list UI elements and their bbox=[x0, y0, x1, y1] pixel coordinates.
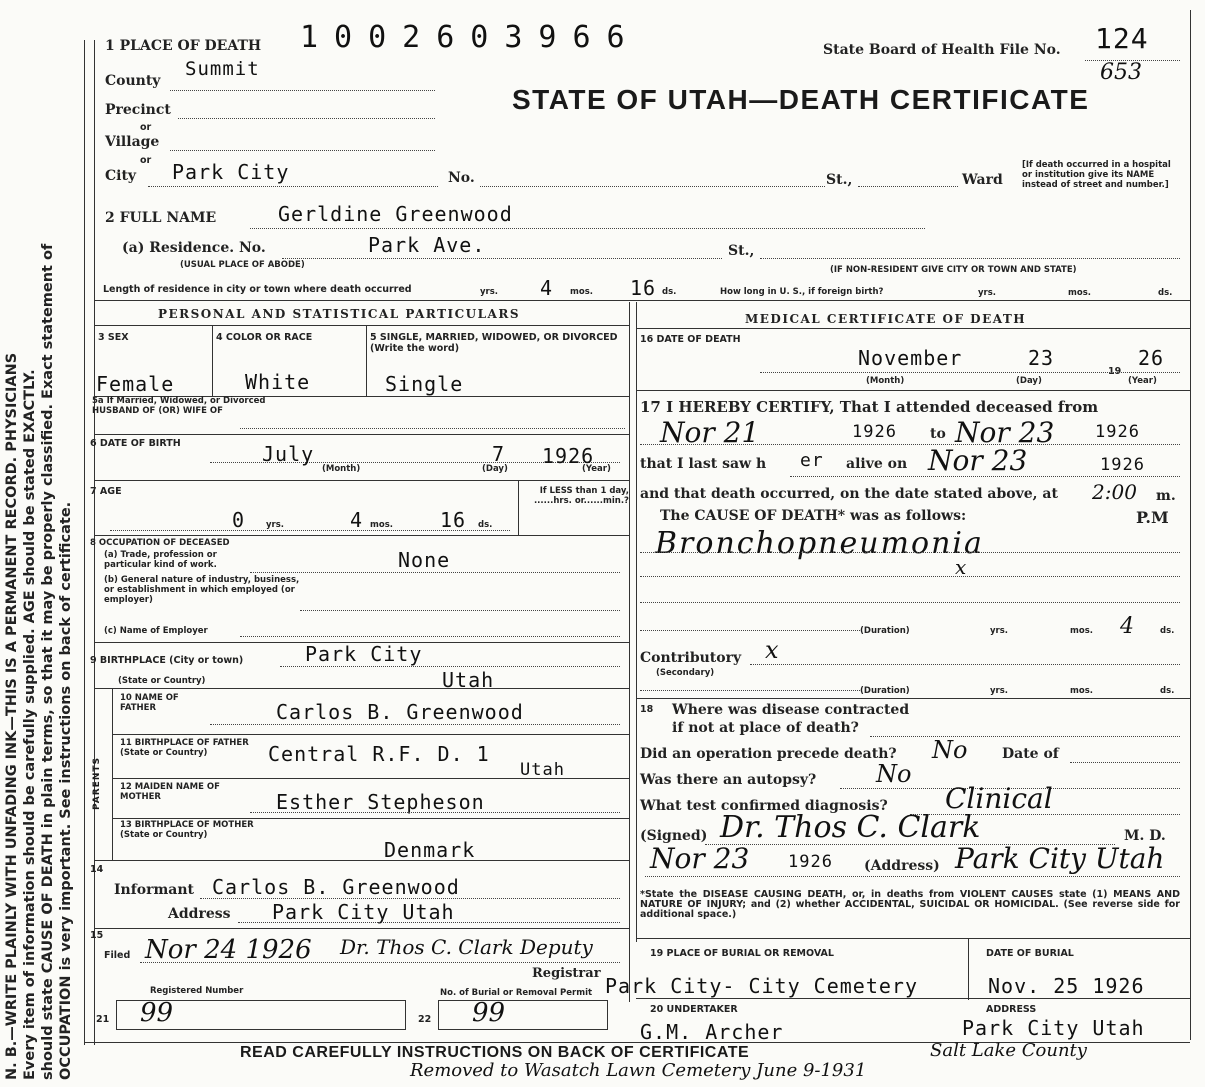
registrar-label: Registrar bbox=[532, 966, 601, 981]
precinct-label: Precinct bbox=[105, 102, 171, 118]
marital-value: Single bbox=[385, 372, 464, 396]
burial-date-label: DATE OF BURIAL bbox=[986, 948, 1074, 959]
residence-label: (a) Residence. No. bbox=[122, 240, 266, 256]
death-year-prefix: 19 bbox=[1108, 366, 1122, 377]
cause-footnote: *State the DISEASE CAUSING DEATH, or, in deaths from VIOLENT CAUSES state (1) MEANS AND NATURE OF INJURY; and (2) whether ACCIDENTAL, SUICIDAL OR HOMICIDAL. (See reverse side for additional space.) bbox=[640, 889, 1180, 920]
test-value: Clinical bbox=[945, 782, 1053, 815]
date-of-death-label: 16 DATE OF DEATH bbox=[640, 334, 741, 345]
undertaker-address: Park City Utah bbox=[962, 1016, 1145, 1040]
instructions-footer: READ CAREFULLY INSTRUCTIONS ON BACK OF CERTIFICATE bbox=[240, 1044, 750, 1061]
usual-place-label: (USUAL PLACE OF ABODE) bbox=[180, 260, 305, 270]
burial-date: Nov. 25 1926 bbox=[988, 974, 1145, 998]
death-month-caption: (Month) bbox=[866, 376, 905, 386]
sex-value: Female bbox=[96, 372, 175, 396]
personal-section-title: PERSONAL AND STATISTICAL PARTICULARS bbox=[158, 307, 521, 321]
no-label: No. bbox=[448, 170, 475, 186]
serial-number: 1002603966 bbox=[300, 20, 641, 55]
cause-of-death: Bronchopneumonia bbox=[655, 526, 984, 561]
length-residence-label: Length of residence in city or town where death occurred bbox=[103, 284, 412, 295]
cause-label: The CAUSE OF DEATH* was as follows: bbox=[660, 508, 967, 524]
nonresident-note: (IF NON-RESIDENT GIVE CITY OR TOWN AND STATE) bbox=[830, 265, 1077, 275]
contributory-label: Contributory bbox=[640, 650, 742, 666]
signature-year: 1926 bbox=[788, 852, 833, 872]
side-note-3: should state CAUSE OF DEATH in plain terms, so that it may be properly classified. Exact statement of bbox=[40, 243, 56, 1080]
item-18-label: 18 bbox=[640, 704, 654, 715]
full-name-label: 2 FULL NAME bbox=[105, 210, 217, 226]
last-saw-date: Nor 23 bbox=[928, 444, 1028, 477]
how-long-label: How long in U. S., if foreign birth? bbox=[720, 287, 884, 297]
spouse-label: 5a If Married, Widowed, or Divorced HUSBAND OF (OR) WIFE OF bbox=[92, 396, 266, 416]
mother-birthplace: Denmark bbox=[384, 838, 476, 862]
state-file-label: State Board of Health File No. bbox=[823, 42, 1061, 58]
death-year-caption: (Year) bbox=[1128, 376, 1157, 386]
burial-place: Park City- City Cemetery bbox=[605, 974, 918, 998]
duration-ds-1: ds. bbox=[1160, 626, 1175, 636]
death-month: November bbox=[858, 346, 963, 370]
filed-date: Nor 24 1926 bbox=[145, 935, 312, 965]
dob-label: 6 DATE OF BIRTH bbox=[90, 438, 181, 449]
father-name-label: 10 NAME OF FATHER bbox=[120, 693, 179, 713]
informant-label: Informant bbox=[114, 882, 194, 898]
certificate-title: STATE OF UTAH—DEATH CERTIFICATE bbox=[512, 84, 1090, 115]
race-label: 4 COLOR OR RACE bbox=[216, 332, 313, 343]
filed-signature: Dr. Thos C. Clark Deputy bbox=[340, 935, 593, 959]
dob-day-caption: (Day) bbox=[482, 464, 508, 474]
burial-number-label: No. of Burial or Removal Permit bbox=[440, 988, 593, 998]
dob-month-caption: (Month) bbox=[322, 464, 361, 474]
last-saw-er: er bbox=[800, 450, 824, 471]
dob-month: July bbox=[262, 442, 315, 466]
test-label: What test confirmed diagnosis? bbox=[640, 798, 888, 814]
county-value: Summit bbox=[185, 58, 260, 80]
full-name-value: Gerldine Greenwood bbox=[278, 202, 513, 226]
cause-mark: x bbox=[955, 555, 967, 579]
length-ds: ds. bbox=[662, 287, 677, 297]
death-day: 23 bbox=[1028, 346, 1055, 370]
place-of-death-label: 1 PLACE OF DEATH bbox=[105, 38, 262, 54]
to-label: to bbox=[930, 426, 946, 442]
medical-section-title: MEDICAL CERTIFICATE OF DEATH bbox=[745, 312, 1027, 326]
operation-label: Did an operation precede death? bbox=[640, 746, 897, 762]
mother-name: Esther Stepheson bbox=[276, 790, 485, 814]
age-ds-unit: ds. bbox=[478, 520, 493, 530]
occupation-value: None bbox=[398, 548, 451, 572]
occupation-b-label: (b) General nature of industry, business, or establishment in which employed (or employer) bbox=[104, 575, 300, 605]
ward-label: Ward bbox=[962, 172, 1003, 188]
village-label: Village bbox=[105, 134, 160, 150]
residence-value: Park Ave. bbox=[368, 233, 486, 257]
last-saw-year: 1926 bbox=[1100, 455, 1145, 475]
father-name: Carlos B. Greenwood bbox=[276, 700, 524, 724]
length-mos: mos. bbox=[570, 287, 593, 297]
autopsy-value: No bbox=[876, 760, 912, 788]
burial-number-box bbox=[438, 1000, 608, 1030]
st-label: St., bbox=[826, 172, 853, 188]
alive-on-label: alive on bbox=[846, 456, 908, 472]
item-14-label: 14 bbox=[90, 864, 104, 875]
md-label: M. D. bbox=[1124, 828, 1166, 844]
side-note-2: Every item of information should be carefully supplied. AGE should be stated EXACTLY. bbox=[22, 369, 38, 1080]
if-less-label: If LESS than 1 day, ......hrs. or......min.? bbox=[533, 486, 629, 506]
signature-date: Nor 23 bbox=[650, 842, 750, 875]
undertaker-address-label: ADDRESS bbox=[986, 1004, 1037, 1015]
city-label: City bbox=[105, 168, 137, 184]
pm-label: P.M bbox=[1136, 508, 1169, 527]
burial-place-label: 19 PLACE OF BURIAL OR REMOVAL bbox=[650, 948, 834, 959]
registered-item: 21 bbox=[96, 1014, 110, 1025]
ward-note: [If death occurred in a hospital or institution give its NAME instead of street and number.] bbox=[1022, 160, 1171, 190]
informant-address: Park City Utah bbox=[272, 900, 455, 924]
duration-label-1: (Duration) bbox=[860, 626, 910, 636]
contributory-value: x bbox=[765, 636, 779, 664]
father-birthplace: Central R.F. D. 1 bbox=[268, 742, 490, 766]
registered-number-label: Registered Number bbox=[150, 986, 244, 996]
duration-ds-2: ds. bbox=[1160, 686, 1175, 696]
death-time: 2:00 bbox=[1092, 480, 1137, 504]
or-label-2: or bbox=[140, 155, 152, 166]
residence-st-label: St., bbox=[728, 243, 755, 259]
attended-year-a: 1926 bbox=[852, 422, 897, 442]
how-long-ds: ds. bbox=[1158, 288, 1173, 298]
if-not-label: if not at place of death? bbox=[672, 720, 859, 736]
age-yrs-unit: yrs. bbox=[266, 520, 285, 530]
county-label: County bbox=[105, 73, 161, 89]
registered-number: 99 bbox=[140, 998, 174, 1028]
age-yrs: 0 bbox=[232, 508, 246, 532]
employer-label: (c) Name of Employer bbox=[104, 626, 208, 636]
age-label: 7 AGE bbox=[90, 486, 122, 497]
side-note-1: N. B.—WRITE PLAINLY WITH UNFADING INK—THIS IS A PERMANENT RECORD. PHYSICIANS bbox=[4, 352, 20, 1080]
death-year: 26 bbox=[1138, 346, 1165, 370]
duration-yrs-2: yrs. bbox=[990, 686, 1009, 696]
time-m-label: m. bbox=[1156, 488, 1176, 504]
birthplace-label: 9 BIRTHPLACE (City or town) bbox=[90, 655, 244, 666]
footer-note-removal: Removed to Wasatch Lawn Cemetery June 9-1931 bbox=[410, 1060, 867, 1081]
birthplace-state-label: (State or Country) bbox=[118, 676, 206, 686]
last-saw-label: that I last saw h bbox=[640, 456, 767, 472]
attended-year-b: 1926 bbox=[1095, 422, 1140, 442]
occupation-a-label: (a) Trade, profession or particular kind of work. bbox=[104, 550, 217, 570]
duration-ds-value: 4 bbox=[1120, 614, 1134, 639]
parents-label: PARENTS bbox=[92, 757, 102, 810]
burial-item: 22 bbox=[418, 1014, 432, 1025]
birthplace-city: Park City bbox=[305, 642, 423, 666]
state-file-no: 124 bbox=[1095, 22, 1149, 55]
death-occurred-label: and that death occurred, on the date stated above, at bbox=[640, 486, 1058, 502]
physician-signature: Dr. Thos C. Clark bbox=[720, 810, 981, 845]
item-15-label: 15 bbox=[90, 930, 104, 941]
mother-birthplace-label: 13 BIRTHPLACE OF MOTHER (State or Country) bbox=[120, 820, 254, 840]
duration-mos-1: mos. bbox=[1070, 626, 1093, 636]
informant-name: Carlos B. Greenwood bbox=[212, 875, 460, 899]
local-file-no: 653 bbox=[1100, 60, 1142, 85]
birthplace-state: Utah bbox=[442, 668, 495, 692]
dob-year-caption: (Year) bbox=[582, 464, 611, 474]
how-long-yrs: yrs. bbox=[978, 288, 997, 298]
duration-mos-2: mos. bbox=[1070, 686, 1093, 696]
duration-label-2: (Duration) bbox=[860, 686, 910, 696]
occupation-label: 8 OCCUPATION OF DECEASED bbox=[90, 538, 230, 548]
dob-year: 1926 bbox=[542, 444, 595, 468]
age-ds: 16 bbox=[440, 508, 467, 532]
operation-value: No bbox=[932, 736, 968, 764]
father-birthplace-label: 11 BIRTHPLACE OF FATHER (State or Country) bbox=[120, 738, 249, 758]
where-contracted-label: Where was disease contracted bbox=[672, 702, 910, 718]
dob-day: 7 bbox=[492, 442, 506, 466]
or-label-1: or bbox=[140, 122, 152, 133]
side-note-4: OCCUPATION is very important. See instructions on back of certificate. bbox=[58, 501, 74, 1080]
filed-label: Filed bbox=[104, 950, 131, 961]
footer-note-county: Salt Lake County bbox=[930, 1040, 1087, 1061]
autopsy-label: Was there an autopsy? bbox=[640, 772, 817, 788]
secondary-label: (Secondary) bbox=[656, 668, 715, 678]
undertaker-name: G.M. Archer bbox=[640, 1020, 784, 1044]
duration-yrs-1: yrs. bbox=[990, 626, 1009, 636]
signed-label: (Signed) bbox=[640, 828, 708, 844]
father-birthplace-state: Utah bbox=[520, 760, 565, 780]
certify-label: 17 I HEREBY CERTIFY, That I attended deceased from bbox=[640, 398, 1099, 416]
length-mos-value: 4 bbox=[540, 276, 554, 300]
city-value: Park City bbox=[172, 160, 290, 184]
age-mos-unit: mos. bbox=[370, 520, 393, 530]
date-of-label: Date of bbox=[1002, 746, 1059, 762]
informant-address-label: Address bbox=[168, 906, 231, 922]
death-day-caption: (Day) bbox=[1016, 376, 1042, 386]
mother-name-label: 12 MAIDEN NAME OF MOTHER bbox=[120, 782, 220, 802]
how-long-mos: mos. bbox=[1068, 288, 1091, 298]
attended-to: Nor 23 bbox=[955, 416, 1055, 449]
undertaker-label: 20 UNDERTAKER bbox=[650, 1004, 738, 1015]
race-value: White bbox=[245, 370, 311, 394]
length-yrs: yrs. bbox=[480, 287, 499, 297]
physician-address: Park City Utah bbox=[955, 842, 1165, 875]
age-mos: 4 bbox=[350, 508, 364, 532]
sex-label: 3 SEX bbox=[98, 332, 129, 343]
length-ds-value: 16 bbox=[630, 276, 657, 300]
marital-label: 5 SINGLE, MARRIED, WIDOWED, OR DIVORCED (Write the word) bbox=[370, 332, 618, 354]
burial-number: 99 bbox=[472, 998, 506, 1028]
attended-from: Nor 21 bbox=[660, 416, 760, 449]
physician-address-label: (Address) bbox=[864, 858, 940, 874]
